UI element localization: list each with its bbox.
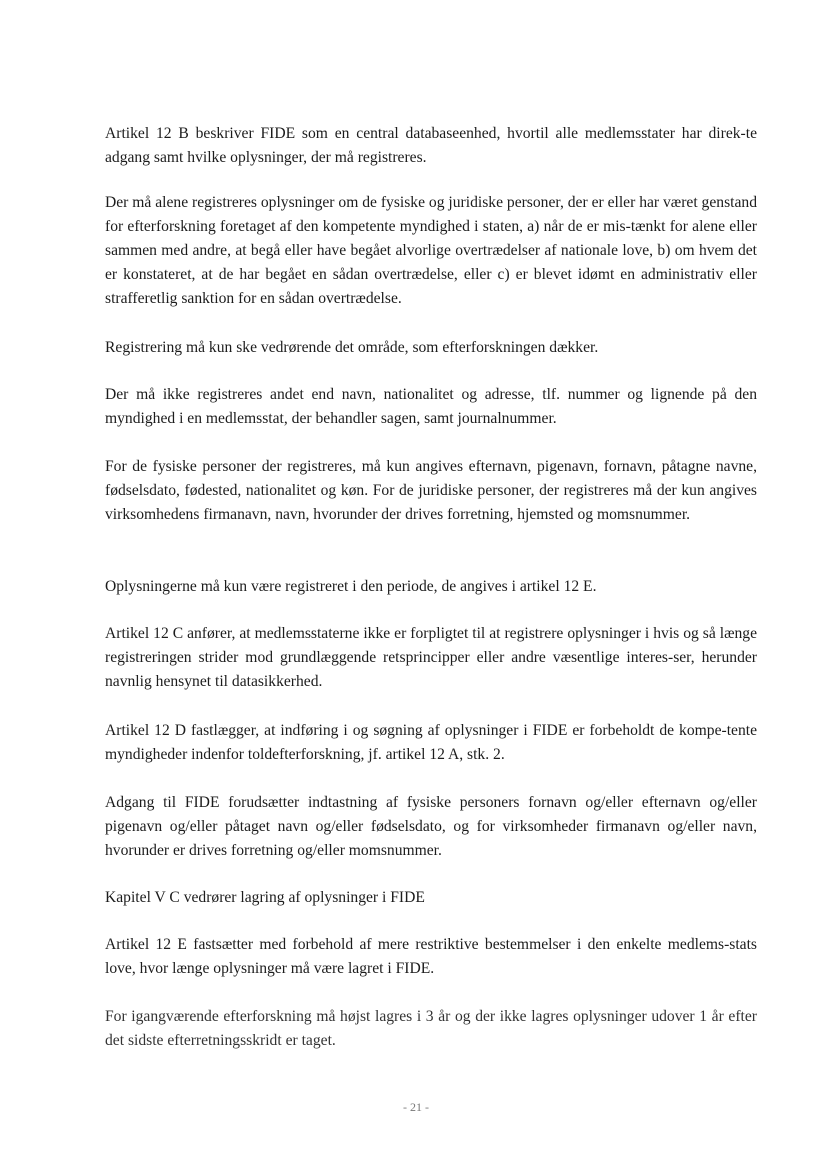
paragraph-registration-limits: Der må ikke registreres andet end navn, nationalitet og adresse, tlf. nummer og lignende på den myndighed i en medlemsstat, der behandler sagen, samt journalnummer. [105,386,757,427]
paragraph-fide-access: Adgang til FIDE forudsætter indtastning af fysiske personers fornavn og/eller efternavn og/eller pigenavn og/eller påtaget navn og/eller fødselsdato, og for virksomheder firmanavn og/eller navn, hvorunder er drives forretning og/eller momsnummer. [105,794,757,859]
paragraph-registration-area: Registrering må kun ske vedrørende det område, som efterforskningen dækker. [105,339,599,356]
paragraph-artikel-12c: Artikel 12 C anfører, at medlemsstaterne ikke er forpligtet til at registrere oplysninger i hvis og så længe registreringen strider mod grundlæggende retsprincipper eller andre væsentlige interes-ser, herunder navnlig hensynet til datasikkerhed. [105,625,757,690]
paragraph-registration-scope: Der må alene registreres oplysninger om de fysiske og juridiske personer, der er eller har været genstand for efterforskning foretaget af den kompetente myndighed i staten, a) når de er mis-tænkt for alene eller sammen med andre, at begå eller have begået alvorlige overtrædelser af nationale love, b) om hvem det er konstateret, at de har begået en sådan overtrædelse, eller c) er blevet idømt en administrativ eller strafferetlig sanktion for en sådan overtrædelse. [105,194,757,307]
paragraph-kapitel-vc: Kapitel V C vedrører lagring af oplysninger i FIDE [105,889,425,906]
paragraph-retention-period: Oplysningerne må kun være registreret i den periode, de angives i artikel 12 E. [105,578,597,595]
paragraph-storage-duration: For igangværende efterforskning må højst lagres i 3 år og der ikke lagres oplysninger udover 1 år efter det sidste efterretningsskridt er taget. [105,1008,757,1049]
paragraph-artikel-12e: Artikel 12 E fastsætter med forbehold af mere restriktive bestemmelser i den enkelte medlems-stats love, hvor længe oplysninger må være lagret i FIDE. [105,936,757,977]
paragraph-artikel-12d: Artikel 12 D fastlægger, at indføring i og søgning af oplysninger i FIDE er forbeholdt de kompe-tente myndigheder indenfor toldefterforskning, jf. artikel 12 A, stk. 2. [105,722,757,763]
paragraph-artikel-12b: Artikel 12 B beskriver FIDE som en central databaseenhed, hvortil alle medlemsstater har direk-te adgang samt hvilke oplysninger, der må registreres. [105,125,757,166]
paragraph-personal-data: For de fysiske personer der registreres, må kun angives efternavn, pigenavn, fornavn, påtagne navne, fødselsdato, fødested, nationalitet og køn. For de juridiske personer, der registreres må der kun angives virksomhedens firmanavn, navn, hvorunder der drives forretning, hjemsted og momsnummer. [105,458,757,523]
page-number: - 21 - [403,1100,429,1114]
